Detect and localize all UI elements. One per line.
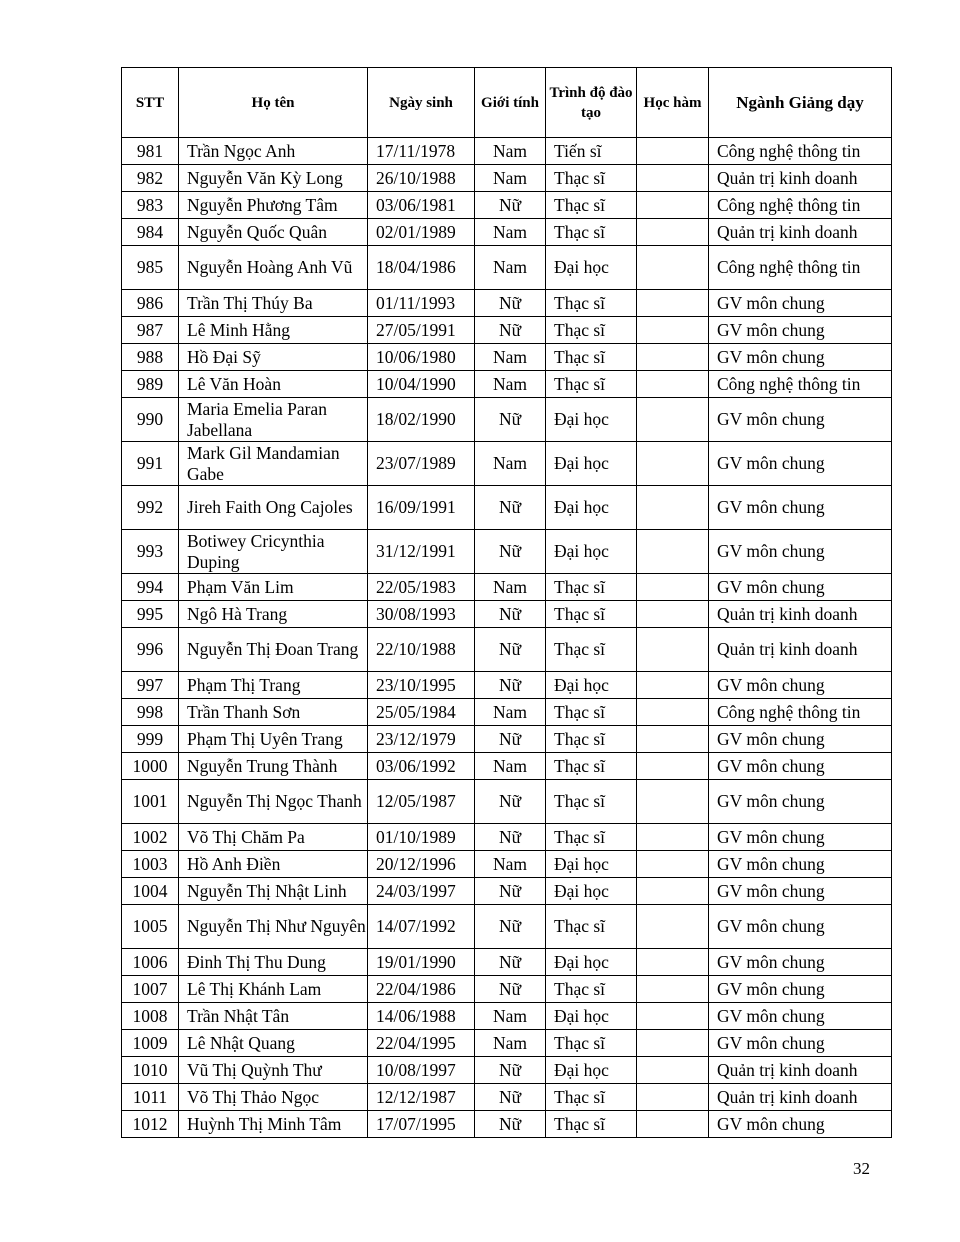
table-row bbox=[122, 219, 892, 246]
cell-stt: 994 bbox=[122, 574, 179, 601]
table-row bbox=[122, 371, 892, 398]
cell-name: Võ Thị Thảo Ngọc bbox=[179, 1084, 368, 1111]
cell-title bbox=[637, 574, 709, 601]
cell-name: Trần Thanh Sơn bbox=[179, 699, 368, 726]
cell-stt: 987 bbox=[122, 317, 179, 344]
cell-gender: Nữ bbox=[475, 601, 546, 628]
cell-stt: 993 bbox=[122, 530, 179, 574]
cell-degree: Đại học bbox=[546, 851, 637, 878]
cell-title bbox=[637, 219, 709, 246]
cell-gender: Nữ bbox=[475, 530, 546, 574]
cell-dob: 12/12/1987 bbox=[368, 1084, 475, 1111]
table-row bbox=[122, 486, 892, 530]
cell-stt: 999 bbox=[122, 726, 179, 753]
cell-name: Nguyễn Thị Đoan Trang bbox=[179, 628, 368, 672]
cell-field: GV môn chung bbox=[709, 753, 892, 780]
cell-dob: 22/04/1986 bbox=[368, 976, 475, 1003]
cell-name: Phạm Văn Lim bbox=[179, 574, 368, 601]
cell-stt: 1002 bbox=[122, 824, 179, 851]
cell-gender: Nữ bbox=[475, 672, 546, 699]
cell-title bbox=[637, 486, 709, 530]
cell-dob: 17/07/1995 bbox=[368, 1111, 475, 1138]
cell-field: Công nghệ thông tin bbox=[709, 699, 892, 726]
table-row bbox=[122, 1084, 892, 1111]
cell-gender: Nữ bbox=[475, 628, 546, 672]
table-row bbox=[122, 753, 892, 780]
cell-field: GV môn chung bbox=[709, 574, 892, 601]
cell-field: GV môn chung bbox=[709, 1111, 892, 1138]
cell-degree: Đại học bbox=[546, 486, 637, 530]
cell-degree: Thạc sĩ bbox=[546, 290, 637, 317]
cell-gender: Nữ bbox=[475, 780, 546, 824]
cell-stt: 995 bbox=[122, 601, 179, 628]
cell-name: Lê Minh Hằng bbox=[179, 317, 368, 344]
cell-dob: 03/06/1981 bbox=[368, 192, 475, 219]
cell-dob: 01/11/1993 bbox=[368, 290, 475, 317]
cell-title bbox=[637, 442, 709, 486]
cell-stt: 990 bbox=[122, 398, 179, 442]
cell-stt: 1003 bbox=[122, 851, 179, 878]
cell-title bbox=[637, 1111, 709, 1138]
table-row bbox=[122, 672, 892, 699]
cell-field: GV môn chung bbox=[709, 442, 892, 486]
header-stt: STT bbox=[122, 68, 179, 138]
page-number: 32 bbox=[853, 1159, 870, 1178]
cell-field: GV môn chung bbox=[709, 726, 892, 753]
cell-name: Phạm Thị Trang bbox=[179, 672, 368, 699]
cell-stt: 1011 bbox=[122, 1084, 179, 1111]
cell-field: GV môn chung bbox=[709, 1003, 892, 1030]
table-row bbox=[122, 192, 892, 219]
cell-degree: Đại học bbox=[546, 530, 637, 574]
table-body bbox=[122, 138, 892, 1138]
cell-gender: Nam bbox=[475, 1003, 546, 1030]
cell-title bbox=[637, 1057, 709, 1084]
cell-title bbox=[637, 726, 709, 753]
cell-dob: 23/12/1979 bbox=[368, 726, 475, 753]
header-name: Họ tên bbox=[179, 68, 368, 138]
cell-field: GV môn chung bbox=[709, 949, 892, 976]
cell-gender: Nam bbox=[475, 219, 546, 246]
cell-dob: 23/10/1995 bbox=[368, 672, 475, 699]
cell-gender: Nữ bbox=[475, 1084, 546, 1111]
cell-stt: 1004 bbox=[122, 878, 179, 905]
cell-name: Huỳnh Thị Minh Tâm bbox=[179, 1111, 368, 1138]
cell-name: Nguyễn Thị Như Nguyên bbox=[179, 905, 368, 949]
cell-title bbox=[637, 672, 709, 699]
cell-gender: Nữ bbox=[475, 290, 546, 317]
cell-degree: Thạc sĩ bbox=[546, 371, 637, 398]
cell-stt: 1009 bbox=[122, 1030, 179, 1057]
cell-title bbox=[637, 290, 709, 317]
cell-stt: 985 bbox=[122, 246, 179, 290]
cell-dob: 19/01/1990 bbox=[368, 949, 475, 976]
cell-dob: 20/12/1996 bbox=[368, 851, 475, 878]
cell-degree: Thạc sĩ bbox=[546, 726, 637, 753]
cell-dob: 26/10/1988 bbox=[368, 165, 475, 192]
table-row bbox=[122, 726, 892, 753]
table-row bbox=[122, 165, 892, 192]
table-row bbox=[122, 1030, 892, 1057]
cell-gender: Nam bbox=[475, 699, 546, 726]
cell-name: Lê Nhật Quang bbox=[179, 1030, 368, 1057]
cell-title bbox=[637, 601, 709, 628]
cell-dob: 10/06/1980 bbox=[368, 344, 475, 371]
cell-title bbox=[637, 699, 709, 726]
cell-gender: Nữ bbox=[475, 878, 546, 905]
cell-dob: 10/04/1990 bbox=[368, 371, 475, 398]
cell-gender: Nữ bbox=[475, 824, 546, 851]
cell-stt: 1006 bbox=[122, 949, 179, 976]
cell-stt: 1007 bbox=[122, 976, 179, 1003]
cell-degree: Thạc sĩ bbox=[546, 976, 637, 1003]
cell-title bbox=[637, 753, 709, 780]
cell-title bbox=[637, 976, 709, 1003]
cell-degree: Đại học bbox=[546, 1003, 637, 1030]
table-row bbox=[122, 905, 892, 949]
cell-dob: 10/08/1997 bbox=[368, 1057, 475, 1084]
cell-name: Đinh Thị Thu Dung bbox=[179, 949, 368, 976]
cell-stt: 1012 bbox=[122, 1111, 179, 1138]
table-row bbox=[122, 628, 892, 672]
cell-degree: Thạc sĩ bbox=[546, 165, 637, 192]
cell-stt: 983 bbox=[122, 192, 179, 219]
cell-gender: Nữ bbox=[475, 1057, 546, 1084]
table-row bbox=[122, 699, 892, 726]
cell-stt: 998 bbox=[122, 699, 179, 726]
cell-name: Nguyễn Thị Nhật Linh bbox=[179, 878, 368, 905]
cell-gender: Nam bbox=[475, 442, 546, 486]
cell-dob: 01/10/1989 bbox=[368, 824, 475, 851]
cell-name: Mark Gil Mandamian Gabe bbox=[179, 442, 368, 486]
cell-gender: Nam bbox=[475, 574, 546, 601]
cell-dob: 14/06/1988 bbox=[368, 1003, 475, 1030]
cell-field: Quản trị kinh doanh bbox=[709, 1084, 892, 1111]
cell-gender: Nam bbox=[475, 371, 546, 398]
cell-field: Quản trị kinh doanh bbox=[709, 219, 892, 246]
cell-title bbox=[637, 1003, 709, 1030]
cell-title bbox=[637, 628, 709, 672]
cell-degree: Thạc sĩ bbox=[546, 601, 637, 628]
cell-stt: 988 bbox=[122, 344, 179, 371]
cell-field: GV môn chung bbox=[709, 824, 892, 851]
cell-name: Botiwey Cricynthia Duping bbox=[179, 530, 368, 574]
cell-dob: 27/05/1991 bbox=[368, 317, 475, 344]
table-row bbox=[122, 949, 892, 976]
cell-field: GV môn chung bbox=[709, 878, 892, 905]
table-row bbox=[122, 780, 892, 824]
cell-degree: Đại học bbox=[546, 246, 637, 290]
cell-name: Trần Ngọc Anh bbox=[179, 138, 368, 165]
cell-name: Nguyễn Phương Tâm bbox=[179, 192, 368, 219]
cell-title bbox=[637, 1030, 709, 1057]
cell-stt: 989 bbox=[122, 371, 179, 398]
cell-field: Công nghệ thông tin bbox=[709, 138, 892, 165]
table-row bbox=[122, 1003, 892, 1030]
table-row bbox=[122, 398, 892, 442]
cell-name: Nguyễn Trung Thành bbox=[179, 753, 368, 780]
header-dob: Ngày sinh bbox=[368, 68, 475, 138]
cell-degree: Đại học bbox=[546, 442, 637, 486]
cell-name: Phạm Thị Uyên Trang bbox=[179, 726, 368, 753]
cell-gender: Nữ bbox=[475, 192, 546, 219]
cell-degree: Đại học bbox=[546, 878, 637, 905]
cell-name: Trần Nhật Tân bbox=[179, 1003, 368, 1030]
cell-stt: 982 bbox=[122, 165, 179, 192]
cell-title bbox=[637, 317, 709, 344]
table-row bbox=[122, 246, 892, 290]
cell-dob: 23/07/1989 bbox=[368, 442, 475, 486]
cell-title bbox=[637, 192, 709, 219]
cell-name: Hồ Đại Sỹ bbox=[179, 344, 368, 371]
header-title: Học hàm bbox=[637, 68, 709, 138]
cell-stt: 986 bbox=[122, 290, 179, 317]
cell-field: GV môn chung bbox=[709, 1030, 892, 1057]
cell-stt: 1010 bbox=[122, 1057, 179, 1084]
cell-gender: Nam bbox=[475, 1030, 546, 1057]
cell-title bbox=[637, 878, 709, 905]
cell-field: GV môn chung bbox=[709, 851, 892, 878]
cell-degree: Thạc sĩ bbox=[546, 699, 637, 726]
cell-degree: Thạc sĩ bbox=[546, 219, 637, 246]
cell-gender: Nữ bbox=[475, 317, 546, 344]
cell-degree: Thạc sĩ bbox=[546, 574, 637, 601]
cell-name: Võ Thị Chăm Pa bbox=[179, 824, 368, 851]
cell-dob: 12/05/1987 bbox=[368, 780, 475, 824]
cell-degree: Thạc sĩ bbox=[546, 192, 637, 219]
cell-degree: Thạc sĩ bbox=[546, 1030, 637, 1057]
cell-gender: Nữ bbox=[475, 486, 546, 530]
table-row bbox=[122, 976, 892, 1003]
cell-field: GV môn chung bbox=[709, 317, 892, 344]
cell-gender: Nữ bbox=[475, 398, 546, 442]
cell-stt: 1005 bbox=[122, 905, 179, 949]
cell-title bbox=[637, 344, 709, 371]
cell-title bbox=[637, 1084, 709, 1111]
cell-title bbox=[637, 165, 709, 192]
table-row bbox=[122, 1057, 892, 1084]
cell-gender: Nam bbox=[475, 753, 546, 780]
cell-title bbox=[637, 138, 709, 165]
cell-degree: Thạc sĩ bbox=[546, 344, 637, 371]
cell-stt: 996 bbox=[122, 628, 179, 672]
table-row bbox=[122, 317, 892, 344]
table-row bbox=[122, 442, 892, 486]
cell-title bbox=[637, 824, 709, 851]
cell-dob: 17/11/1978 bbox=[368, 138, 475, 165]
cell-name: Ngô Hà Trang bbox=[179, 601, 368, 628]
cell-field: Công nghệ thông tin bbox=[709, 192, 892, 219]
cell-field: GV môn chung bbox=[709, 290, 892, 317]
cell-title bbox=[637, 905, 709, 949]
cell-dob: 22/05/1983 bbox=[368, 574, 475, 601]
cell-dob: 25/05/1984 bbox=[368, 699, 475, 726]
cell-field: Quản trị kinh doanh bbox=[709, 165, 892, 192]
cell-degree: Đại học bbox=[546, 949, 637, 976]
cell-dob: 02/01/1989 bbox=[368, 219, 475, 246]
cell-field: GV môn chung bbox=[709, 486, 892, 530]
cell-name: Vũ Thị Quỳnh Thư bbox=[179, 1057, 368, 1084]
cell-field: Quản trị kinh doanh bbox=[709, 601, 892, 628]
cell-gender: Nữ bbox=[475, 949, 546, 976]
cell-degree: Thạc sĩ bbox=[546, 317, 637, 344]
cell-name: Nguyễn Thị Ngọc Thanh bbox=[179, 780, 368, 824]
cell-stt: 981 bbox=[122, 138, 179, 165]
cell-title bbox=[637, 398, 709, 442]
table-header-row bbox=[122, 68, 892, 138]
cell-field: Công nghệ thông tin bbox=[709, 371, 892, 398]
table-row bbox=[122, 290, 892, 317]
cell-stt: 992 bbox=[122, 486, 179, 530]
cell-field: Quản trị kinh doanh bbox=[709, 1057, 892, 1084]
table-row bbox=[122, 824, 892, 851]
cell-title bbox=[637, 780, 709, 824]
cell-dob: 22/04/1995 bbox=[368, 1030, 475, 1057]
cell-gender: Nam bbox=[475, 246, 546, 290]
table-row bbox=[122, 530, 892, 574]
cell-gender: Nam bbox=[475, 344, 546, 371]
cell-stt: 997 bbox=[122, 672, 179, 699]
cell-degree: Thạc sĩ bbox=[546, 824, 637, 851]
cell-field: GV môn chung bbox=[709, 530, 892, 574]
table-row bbox=[122, 138, 892, 165]
cell-name: Lê Thị Khánh Lam bbox=[179, 976, 368, 1003]
cell-name: Lê Văn Hoàn bbox=[179, 371, 368, 398]
cell-dob: 31/12/1991 bbox=[368, 530, 475, 574]
table-row bbox=[122, 1111, 892, 1138]
cell-stt: 984 bbox=[122, 219, 179, 246]
cell-title bbox=[637, 949, 709, 976]
cell-stt: 1000 bbox=[122, 753, 179, 780]
table-row bbox=[122, 878, 892, 905]
cell-dob: 24/03/1997 bbox=[368, 878, 475, 905]
cell-field: GV môn chung bbox=[709, 905, 892, 949]
cell-name: Nguyễn Hoàng Anh Vũ bbox=[179, 246, 368, 290]
cell-degree: Thạc sĩ bbox=[546, 780, 637, 824]
table-row bbox=[122, 344, 892, 371]
cell-stt: 1001 bbox=[122, 780, 179, 824]
cell-degree: Đại học bbox=[546, 398, 637, 442]
table-row bbox=[122, 601, 892, 628]
cell-name: Trần Thị Thúy Ba bbox=[179, 290, 368, 317]
cell-name: Nguyễn Quốc Quân bbox=[179, 219, 368, 246]
table-row bbox=[122, 574, 892, 601]
cell-title bbox=[637, 371, 709, 398]
cell-stt: 1008 bbox=[122, 1003, 179, 1030]
cell-degree: Thạc sĩ bbox=[546, 753, 637, 780]
cell-gender: Nam bbox=[475, 851, 546, 878]
cell-degree: Thạc sĩ bbox=[546, 905, 637, 949]
cell-degree: Thạc sĩ bbox=[546, 1111, 637, 1138]
cell-gender: Nam bbox=[475, 138, 546, 165]
cell-field: GV môn chung bbox=[709, 344, 892, 371]
cell-gender: Nam bbox=[475, 165, 546, 192]
cell-degree: Thạc sĩ bbox=[546, 628, 637, 672]
header-field: Ngành Giảng dạy bbox=[709, 68, 892, 138]
cell-field: Quản trị kinh doanh bbox=[709, 628, 892, 672]
staff-table bbox=[121, 67, 892, 1138]
cell-gender: Nữ bbox=[475, 726, 546, 753]
cell-gender: Nữ bbox=[475, 1111, 546, 1138]
cell-degree: Đại học bbox=[546, 1057, 637, 1084]
cell-degree: Tiến sĩ bbox=[546, 138, 637, 165]
cell-stt: 991 bbox=[122, 442, 179, 486]
cell-dob: 16/09/1991 bbox=[368, 486, 475, 530]
header-gender: Giới tính bbox=[475, 68, 546, 138]
cell-field: GV môn chung bbox=[709, 780, 892, 824]
cell-gender: Nữ bbox=[475, 976, 546, 1003]
cell-dob: 03/06/1992 bbox=[368, 753, 475, 780]
cell-dob: 18/04/1986 bbox=[368, 246, 475, 290]
cell-name: Nguyễn Văn Kỳ Long bbox=[179, 165, 368, 192]
cell-name: Jireh Faith Ong Cajoles bbox=[179, 486, 368, 530]
cell-field: GV môn chung bbox=[709, 976, 892, 1003]
cell-dob: 22/10/1988 bbox=[368, 628, 475, 672]
cell-gender: Nữ bbox=[475, 905, 546, 949]
cell-dob: 18/02/1990 bbox=[368, 398, 475, 442]
cell-title bbox=[637, 246, 709, 290]
cell-title bbox=[637, 530, 709, 574]
cell-degree: Thạc sĩ bbox=[546, 1084, 637, 1111]
header-degree: Trình độ đào tạo bbox=[546, 68, 637, 138]
table-row bbox=[122, 851, 892, 878]
cell-name: Maria Emelia Paran Jabellana bbox=[179, 398, 368, 442]
cell-field: GV môn chung bbox=[709, 398, 892, 442]
cell-field: GV môn chung bbox=[709, 672, 892, 699]
cell-dob: 30/08/1993 bbox=[368, 601, 475, 628]
cell-name: Hồ Anh Điền bbox=[179, 851, 368, 878]
cell-title bbox=[637, 851, 709, 878]
cell-field: Công nghệ thông tin bbox=[709, 246, 892, 290]
cell-dob: 14/07/1992 bbox=[368, 905, 475, 949]
cell-degree: Đại học bbox=[546, 672, 637, 699]
